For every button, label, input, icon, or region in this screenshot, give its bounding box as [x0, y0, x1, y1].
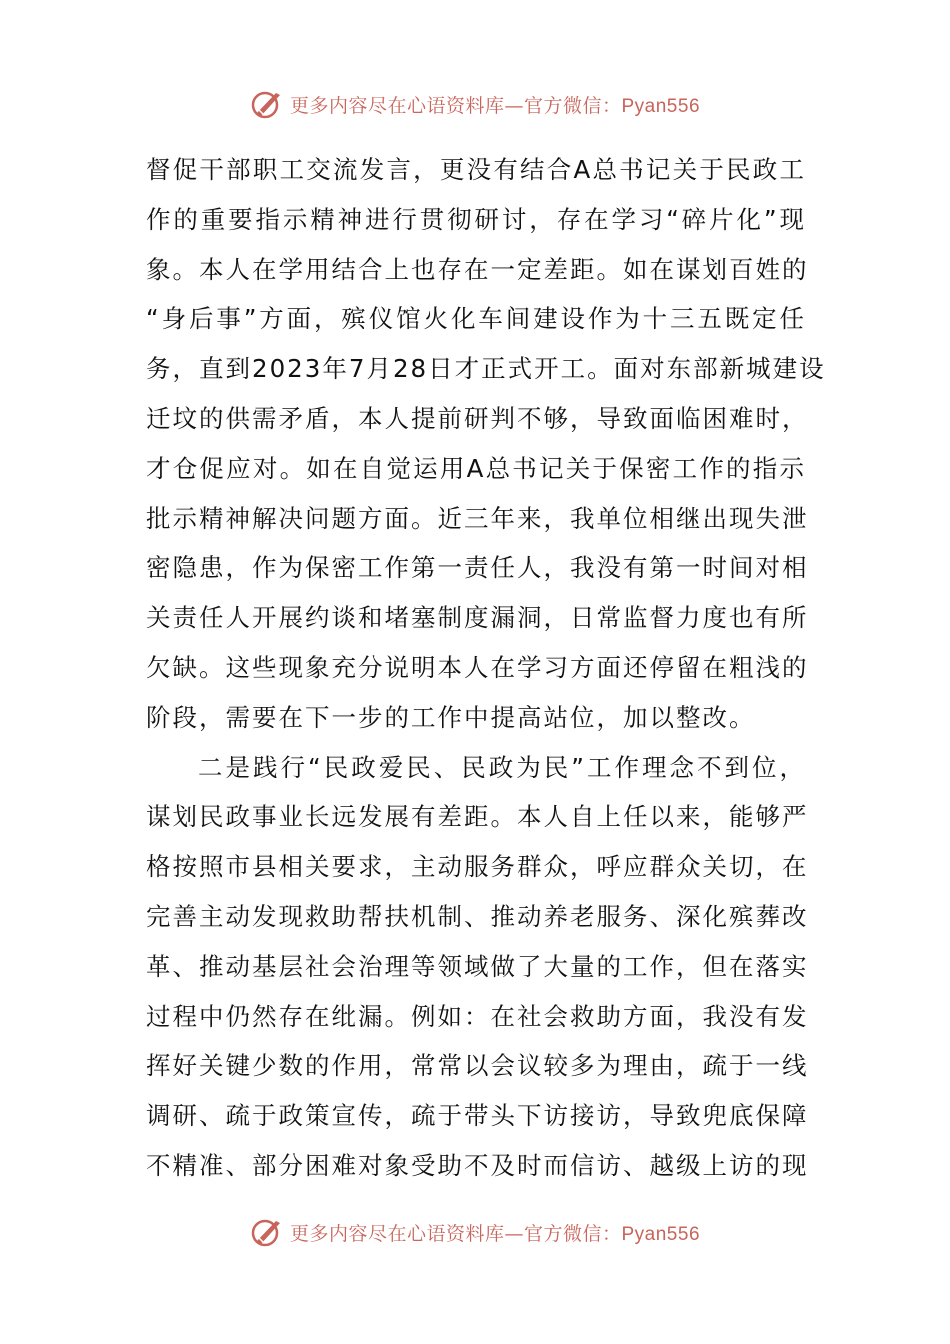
text-line: 过程中仍然存在纰漏。例如：在社会救助方面，我没有发	[146, 1001, 809, 1031]
watermark-account: Pyan556	[621, 95, 701, 117]
watermark-text	[290, 1219, 700, 1246]
watermark-prefix: 更多内容尽在心语资料库—官方微信：	[289, 94, 622, 117]
text-line: 批示精神解决问题方面。近三年来，我单位相继出现失泄	[146, 503, 809, 533]
text-line: 挥好关键少数的作用，常常以会议较多为理由，疏于一线	[146, 1051, 809, 1081]
pen-logo-icon	[250, 87, 284, 121]
footer-watermark-banner	[0, 1212, 950, 1252]
paragraph-start-line: 二是践行“民政爱民、民政为民”工作理念不到位，	[198, 752, 806, 782]
watermark-prefix: 更多内容尽在心语资料库—官方微信：	[289, 1222, 622, 1245]
text-line: 关责任人开展约谈和堵塞制度漏洞，日常监督力度也有所	[146, 603, 809, 633]
text-line: 象。本人在学用结合上也存在一定差距。如在谋划百姓的	[146, 254, 809, 284]
text-line: 才仓促应对。如在自觉运用A总书记关于保密工作的指示	[146, 453, 806, 483]
text-line: 密隐患，作为保密工作第一责任人，我没有第一时间对相	[146, 553, 809, 583]
text-line: 谋划民政事业长远发展有差距。本人自上任以来，能够严	[146, 802, 809, 832]
text-line: 督促干部职工交流发言，更没有结合A总书记关于民政工	[146, 155, 806, 184]
pen-logo-icon	[250, 1215, 284, 1249]
watermark-account: Pyan556	[621, 1223, 701, 1245]
text-line: 欠缺。这些现象充分说明本人在学习方面还停留在粗浅的	[146, 652, 809, 682]
document-body	[146, 145, 826, 1191]
text-line: 务，直到2023年7月28日才正式开工。面对东部新城建设	[146, 354, 826, 384]
text-line: 革、推动基层社会治理等领域做了大量的工作，但在落实	[146, 951, 809, 981]
text-line: 作的重要指示精神进行贯彻研讨，存在学习“碎片化”现	[146, 204, 806, 234]
text-line: 阶段，需要在下一步的工作中提高站位，加以整改。	[146, 702, 756, 732]
text-line: 格按照市县相关要求，主动服务群众，呼应群众关切，在	[146, 852, 809, 882]
text-line: 调研、疏于政策宣传，疏于带头下访接访，导致兜底保障	[146, 1101, 809, 1131]
watermark-text	[290, 91, 700, 118]
text-line: 不精准、部分困难对象受助不及时而信访、越级上访的现	[146, 1150, 809, 1180]
text-line: “身后事”方面，殡仪馆火化车间建设作为十三五既定任	[146, 304, 806, 334]
text-line: 迁坟的供需矛盾，本人提前研判不够，导致面临困难时，	[146, 403, 809, 433]
text-line: 完善主动发现救助帮扶机制、推动养老服务、深化殡葬改	[146, 901, 809, 931]
header-watermark-banner	[0, 84, 950, 124]
